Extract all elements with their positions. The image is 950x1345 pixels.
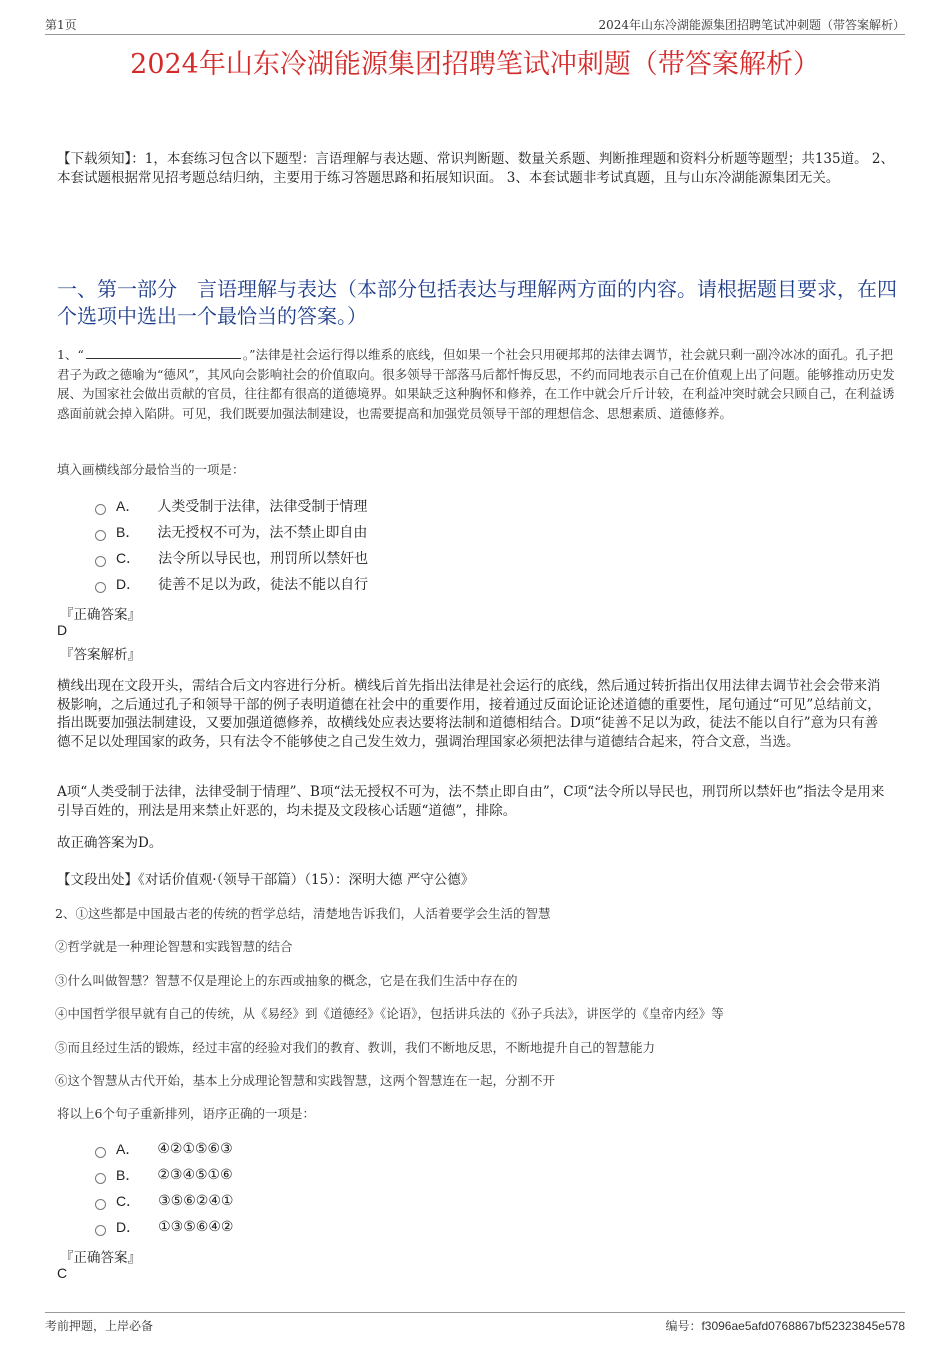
correct-answer: D — [57, 622, 68, 638]
page-title: 2024年山东冷湖能源集团招聘笔试冲刺题（带答案解析） — [130, 49, 820, 80]
question-1-prompt: 填入画横线部分最恰当的一项是： — [57, 462, 245, 477]
sentence-3: ③什么叫做智慧？智慧不仅是理论上的东西或抽象的概念，它是在我们生活中存在的 — [55, 973, 518, 988]
document-code: 编号：f3096ae5afd0768867bf52323845e578 — [665, 1319, 905, 1333]
option-a[interactable]: A． 人类受制于法律，法律受制于情理 — [95, 493, 368, 519]
source-citation: 【文段出处】《对话价值观·（领导干部篇）（15）：深明大德 严守公德》 — [57, 872, 475, 888]
option-d[interactable]: D． 徒善不足以为政，徒法不能以自行 — [95, 571, 368, 597]
page-header — [45, 12, 905, 35]
question-1-options — [95, 493, 368, 597]
option-b[interactable]: B． ②③④⑤①⑥ — [95, 1162, 233, 1188]
correct-answer-label: 『正确答案』 — [60, 1250, 141, 1266]
section-title: 一、第一部分 言语理解与表达（本部分包括表达与理解两方面的内容。请根据题目要求，在四个选项中选出一个最恰当的答案。） — [57, 277, 897, 328]
question-1-text — [57, 345, 902, 423]
header-doc-title: 2024年山东冷湖能源集团招聘笔试冲刺题（带答案解析） — [598, 18, 905, 32]
answer-blank — [86, 346, 241, 359]
question-1-prefix: 1、“ — [57, 347, 84, 362]
radio-icon[interactable] — [95, 1199, 106, 1210]
option-c[interactable]: C． ③⑤⑥②④① — [95, 1188, 233, 1214]
radio-icon[interactable] — [95, 1173, 106, 1184]
radio-icon[interactable] — [95, 1225, 106, 1236]
analysis-paragraph-1: 横线出现在文段开头，需结合后文内容进行分析。横线后首先指出法律是社会运行的底线，然后通过转折指出仅用法律去调节社会会带来消极影响，之后通过孔子和领导干部的例子表明道德在社会中的重要作用，接着通过反面论证论述道德的重要性，尾句通过“可见”总结前文，指出既要加强法制建设，又要加强道德修养，故横线处应表达要将法制和道德相结合。D项“徒善不足以为政，徒法不能以自行”意为只有善德不足以处理国家的政务，只有法令不能够使之自己发生效力，强调治理国家必须把法律与道德结合起来，符合文意，当选。 — [57, 678, 881, 750]
analysis-conclusion: 故正确答案为D。 — [57, 835, 163, 851]
radio-icon[interactable] — [95, 530, 106, 541]
sentence-4: ④中国哲学很早就有自己的传统，从《易经》到《道德经》《论语》，包括讲兵法的《孙子兵法》，讲医学的《皇帝内经》等 — [55, 1006, 724, 1021]
sentence-5: ⑤而且经过生活的锻炼，经过丰富的经验对我们的教育、教训，我们不断地反思，不断地提升自己的智慧能力 — [55, 1040, 656, 1055]
correct-answer: C — [57, 1265, 68, 1281]
option-d[interactable]: D． ①③⑤⑥④② — [95, 1214, 233, 1240]
option-a[interactable]: A． ④②①⑤⑥③ — [95, 1136, 233, 1162]
radio-icon[interactable] — [95, 582, 106, 593]
analysis-paragraph-2: A项“人类受制于法律，法律受制于情理”、B项“法无授权不可为，法不禁止即自由”，C项“法令所以导民也，刑罚所以禁奸也”指法令是用来引导百姓的，刑法是用来禁止奸恶的，均未提及文段核心话题“道德”，排除。 — [57, 784, 885, 819]
page-number: 第1页 — [45, 18, 77, 32]
radio-icon[interactable] — [95, 504, 106, 515]
sentence-6: ⑥这个智慧从古代开始，基本上分成理论智慧和实践智慧，这两个智慧连在一起，分割不开 — [55, 1073, 556, 1088]
correct-answer-label: 『正确答案』 — [60, 607, 141, 623]
option-b[interactable]: B． 法无授权不可为，法不禁止即自由 — [95, 519, 368, 545]
radio-icon[interactable] — [95, 556, 106, 567]
sentence-1: 2、①这些都是中国最古老的传统的哲学总结，清楚地告诉我们，人活着要学会生活的智慧 — [55, 906, 551, 921]
download-notice: 【下载须知】：1，本套练习包含以下题型：言语理解与表达题、常识判断题、数量关系题、判断推理题和资料分析题等题型；共135道。 2、本套试题根据常见招考题总结归纳，主要用于练习答题思路和拓展知识面。 3、本套试题非考试真题，且与山东冷湖能源集团无关。 — [57, 151, 894, 186]
sentence-2: ②哲学就是一种理论智慧和实践智慧的结合 — [55, 939, 293, 954]
radio-icon[interactable] — [95, 1147, 106, 1158]
question-2-prompt: 将以上6个句子重新排列，语序正确的一项是： — [57, 1106, 315, 1121]
option-c[interactable]: C． 法令所以导民也，刑罚所以禁奸也 — [95, 545, 368, 571]
page-footer — [45, 1312, 905, 1333]
question-2-options — [95, 1136, 233, 1240]
analysis-label: 『答案解析』 — [60, 647, 141, 663]
footer-slogan: 考前押题，上岸必备 — [45, 1319, 154, 1333]
question-1-body: 。”法律是社会运行得以维系的底线，但如果一个社会只用硬邦邦的法律去调节，社会就只剩一副冷冰冰的面孔。孔子把君子为政之德喻为“德风”，其风向会影响社会的价值取向。很多领导干部落马后都忏悔反思，不约而同地表示自己在价值观上出了问题。能够推动历史发展、为国家社会做出贡献的官员，往往都有很高的道德境界。如果缺乏这种胸怀和修养，在工作中就会斤斤计较，在利益冲突时就会只顾自己，在利益诱惑面前就会掉入陷阱。可见，我们既要加强法制建设，也需要提高和加强党员领导干部的理想信念、思想素质、道德修养。 — [57, 347, 895, 421]
